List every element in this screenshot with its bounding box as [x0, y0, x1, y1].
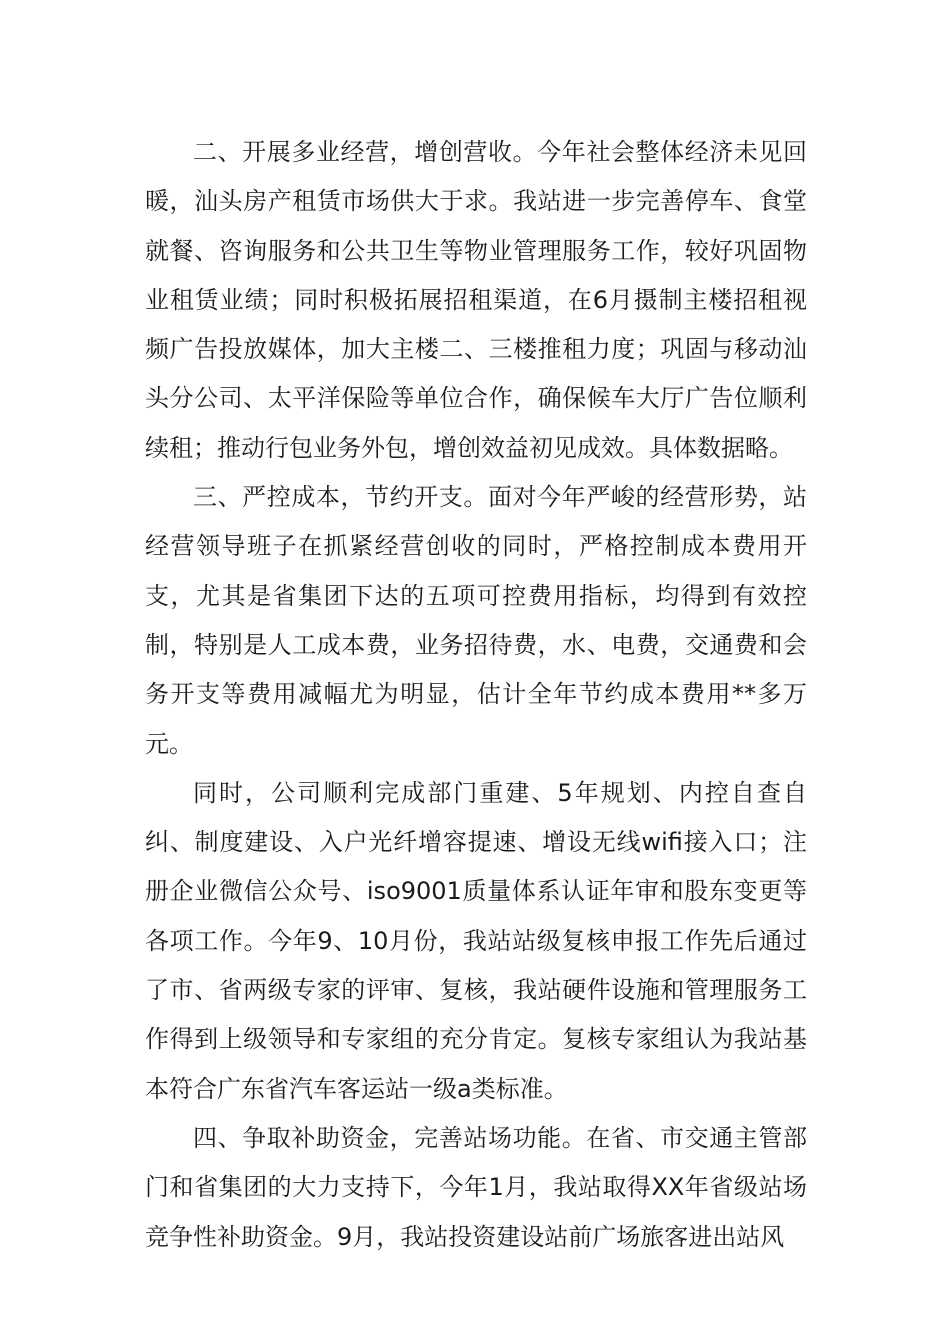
paragraph-cost-control: 三、严控成本，节约开支。面对今年严峻的经营形势，站经营领导班子在抓紧经营创收的同时，严格控制成本费用开支，尤其是省集团下达的五项可控费用指标，均得到有效控制，特别是人工成本费，业务招待费，水、电费，交通费和会务开支等费用减幅尤为明显，估计全年节约成本费用**多万元。 — [145, 483, 807, 758]
paragraph-subsidy-funding: 四、争取补助资金，完善站场功能。在省、市交通主管部门和省集团的大力支持下，今年1月，我站取得XX年省级站场竞争性补助资金。9月，我站投资建设站前广场旅客进出站风 — [145, 1123, 807, 1251]
paragraph-company-achievements: 同时，公司顺利完成部门重建、5年规划、内控自查自纠、制度建设、入户光纤增容提速、增设无线wifi接入口；注册企业微信公众号、iso9001质量体系认证年审和股东变更等各项工作。今年9、10月份，我站站级复核申报工作先后通过了市、省两级专家的评审、复核，我站硬件设施和管理服务工作得到上级领导和专家组的充分肯定。复核专家组认为我站基本符合广东省汽车客运站一级a类标准。 — [145, 778, 807, 1103]
document-body — [145, 128, 807, 1262]
paragraph-diversified-operations: 二、开展多业经营，增创营收。今年社会整体经济未见回暖，汕头房产租赁市场供大于求。我站进一步完善停车、食堂就餐、咨询服务和公共卫生等物业管理服务工作，较好巩固物业租赁业绩；同时积极拓展招租渠道，在6月摄制主楼招租视频广告投放媒体，加大主楼二、三楼推租力度；巩固与移动汕头分公司、太平洋保险等单位合作，确保候车大厅广告位顺利续租；推动行包业务外包，增创效益初见成效。具体数据略。 — [145, 138, 807, 462]
